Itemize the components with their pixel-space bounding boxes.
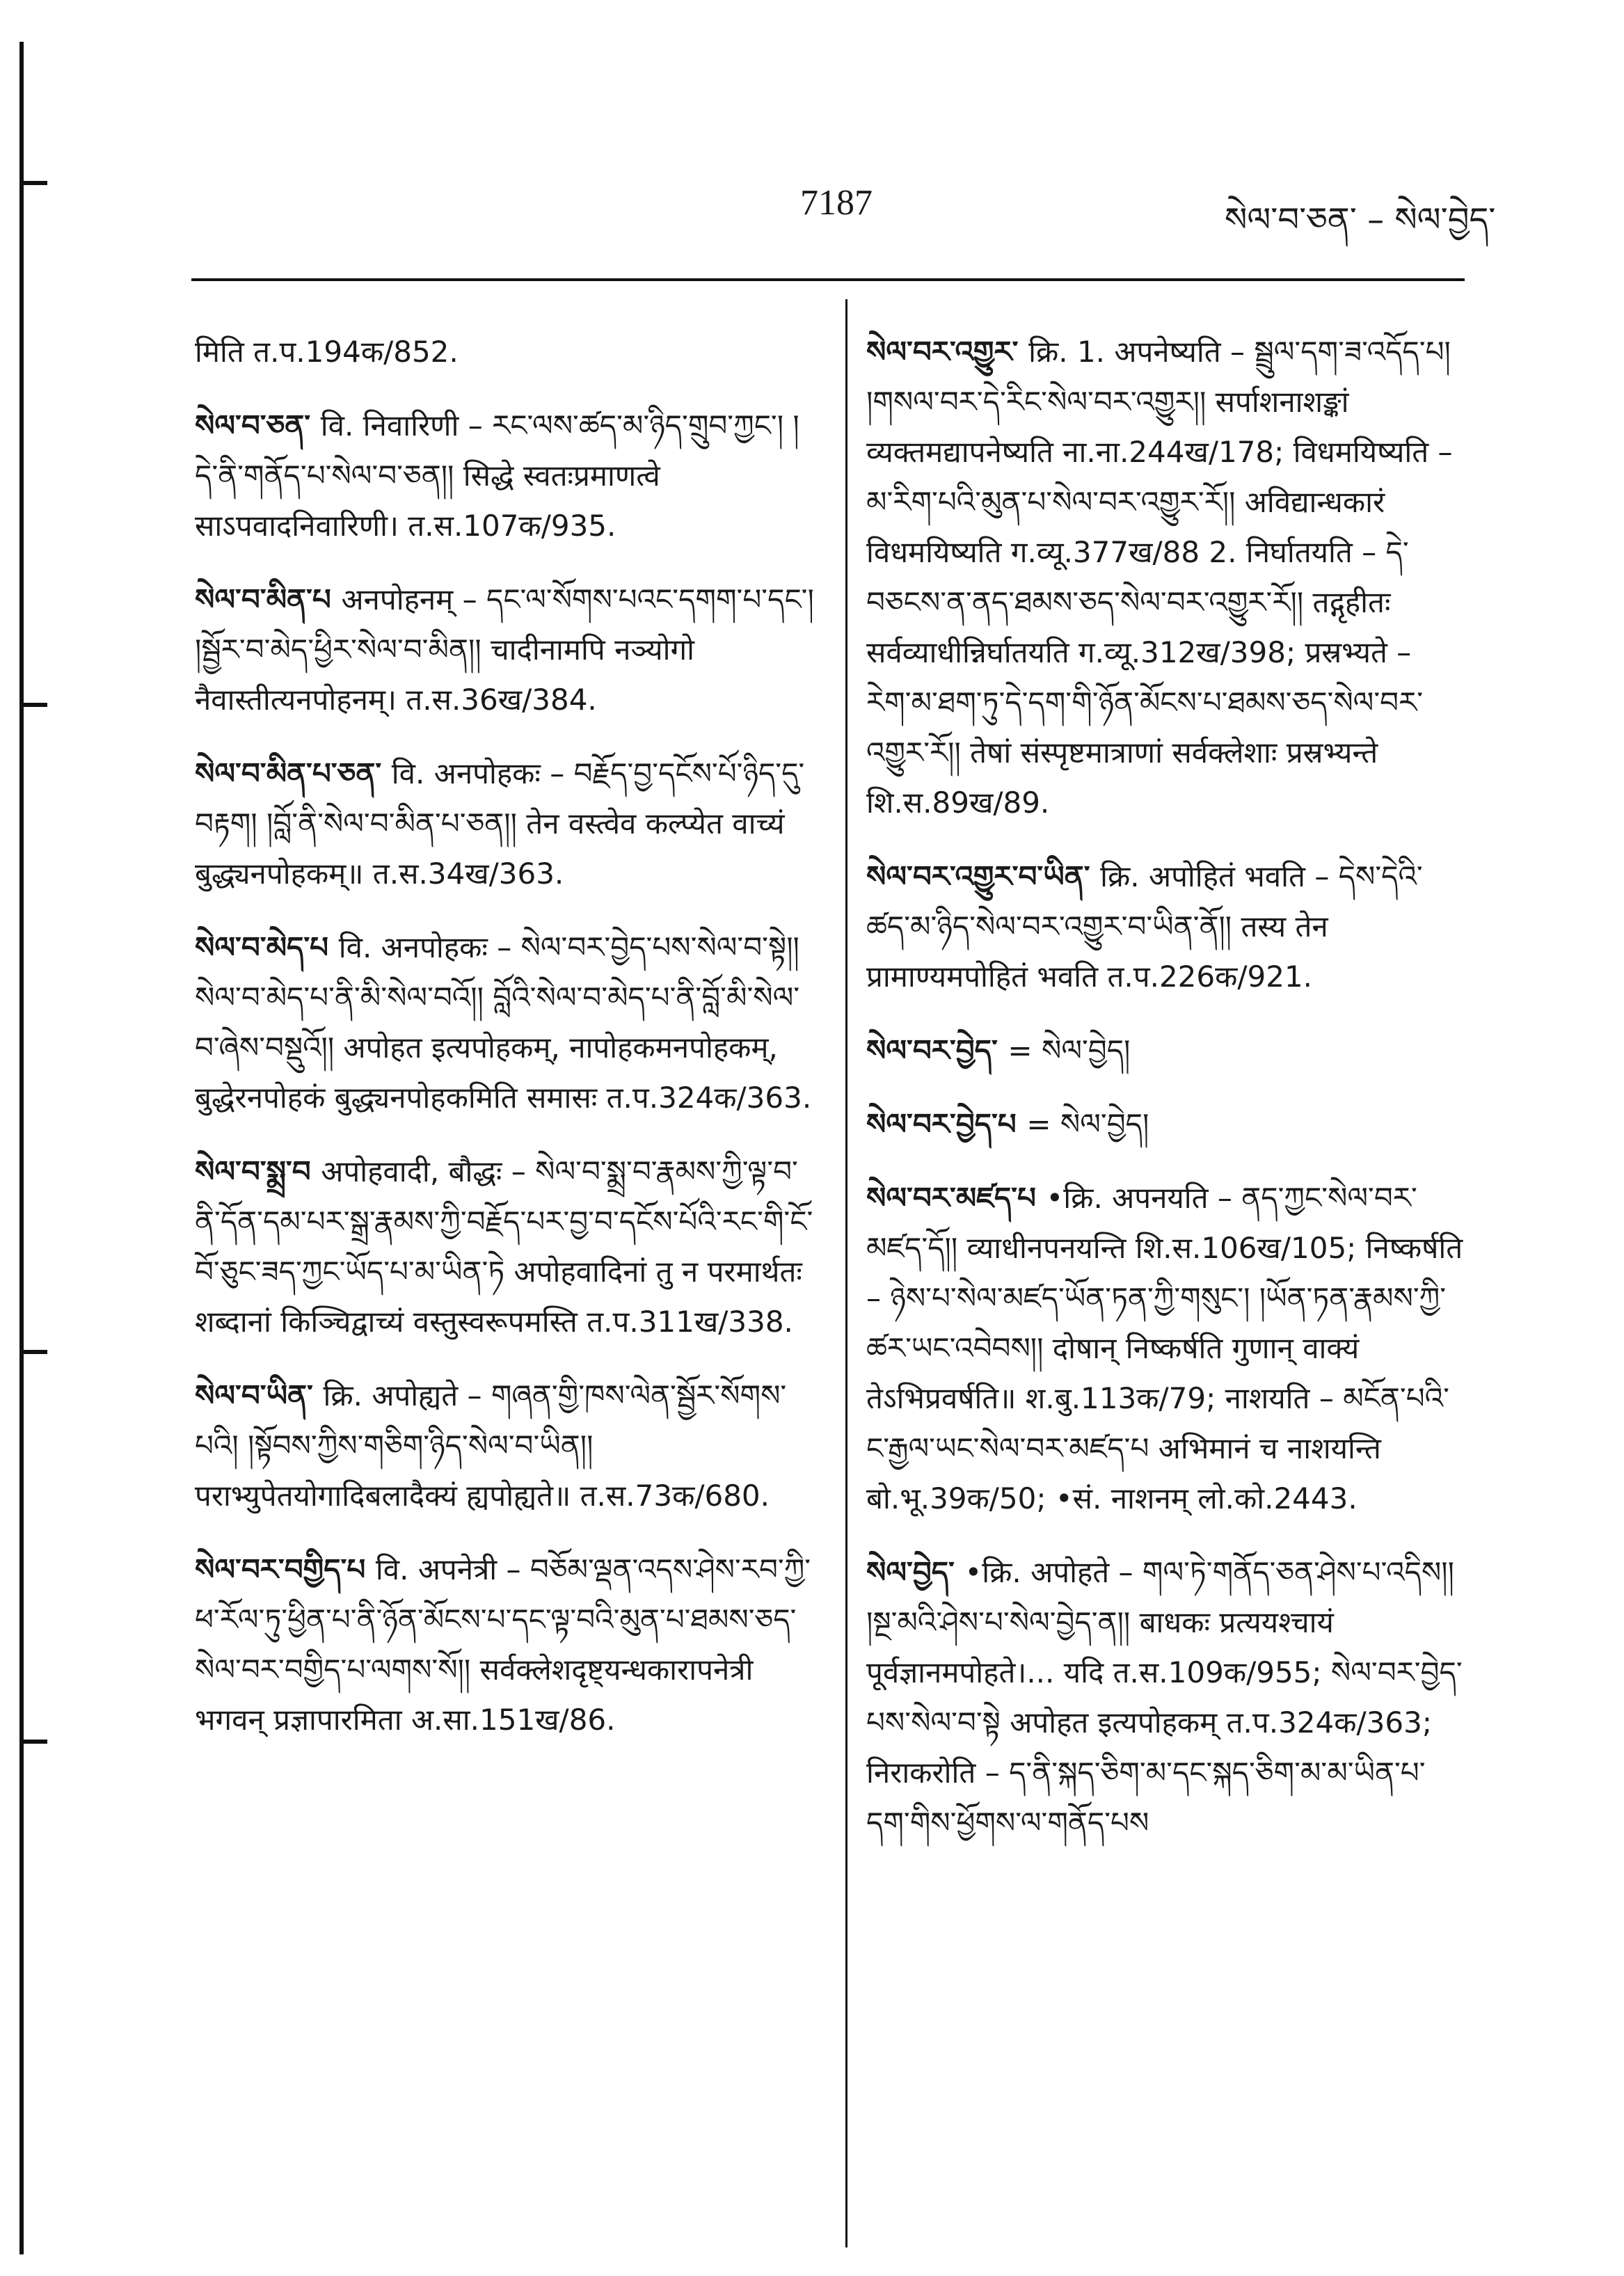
entry-body: अपोहवादी, बौद्धः – སེལ་བ་སྨྲ་བ་རྣམས་ཀྱི་ལྟ་བ་ནི་དོན་དམ་པར་སྒྲ་རྣམས་ཀྱི་བརྗོད་པར་བྱ་བ་དངོས་པོའི་རང་གི་ངོ་བོ་ཅུང་ཟད་ཀྱང་ཡོད་པ་མ་ཡིན་ཏེ अपोहवादिनां तु न परमार्थतः शब्दानां किञ्चिद्वाच्यं वस्तुस्वरूपमस्ति त.प.311ख/338. [195, 1154, 813, 1339]
dictionary-entry [195, 1545, 821, 1745]
continuation-text: मिति त.प.194क/852. [195, 335, 459, 369]
left-column [195, 327, 821, 1769]
right-column [866, 327, 1465, 1872]
entry-body: वि. निवारिणी – རང་ལས་ཚད་མ་ཉིད་གྲུབ་ཀྱང་། །དེ་ནི་གནོད་པ་སེལ་བ་ཅན།། सिद्धे स्वतःप्रमाणत्वे साऽपवादनिवारिणी। त.स.107क/935. [195, 408, 799, 543]
entry-body: = སེལ་བྱེད། [1026, 1107, 1149, 1141]
entry-body: वि. अनपोहकः – སེལ་བར་བྱེད་པས་སེལ་བ་སྟེ།། སེལ་བ་མེད་པ་ནི་མི་སེལ་བའོ།། བློའི་སེལ་བ་མེད་པ་ནི་བློ་མི་སེལ་བ་ཞེས་བསྡུའོ།། अपोहत इत्यपोहकम्, नापोहकमनपोहकम्, बुद्धेरनपोहकं बुद्ध्यनपोहकमिति समासः त.प.324क/363. [195, 930, 812, 1115]
entry-body: अनपोहनम् – དང་ལ་སོགས་པའང་དགག་པ་དང་། །སྦྱོར་བ་མེད་ཕྱིར་སེལ་བ་མིན།། चादीनामपि नञ्योगो नैवास्तीत्यनपोहनम्। त.स.36ख/384. [195, 582, 814, 717]
entry-body: वि. अनपोहकः – བརྗོད་བྱ་དངོས་པོ་ཉིད་དུ་བརྟག། །བློ་ནི་སེལ་བ་མིན་པ་ཅན།། तेन वस्त्वेव कल्प्येत वाच्यं बुद्ध्यनपोहकम्॥ त.स.34ख/363. [195, 756, 805, 891]
dictionary-entry [866, 327, 1465, 828]
entry-body: क्रि. 1. अपनेष्यति – སྦྲུལ་དག་ཟ་འདོད་པ། །གསལ་བར་དེ་རིང་སེལ་བར་འགྱུར།། सर्पाशनाशङ्कां व्यक्तमद्यापनेष्यति ना.ना.244ख/178; विधमयिष्यति – མ་རིག་པའི་མུན་པ་སེལ་བར་འགྱུར་རོ།། अविद्यान्धकारं विधमयिष्यति ग.व्यू.377ख/88 2. निर्घातयति – དེ་བཅངས་ན་ནད་ཐམས་ཅད་སེལ་བར་འགྱུར་རོ།། तद्गृहीतः सर्वव्याधीन्निर्घातयति ग.व्यू.312ख/398; प्रस्रभ्यते – རེག་མ་ཐག་ཏུ་དེ་དག་གི་ཉོན་མོངས་པ་ཐམས་ཅད་སེལ་བར་འགྱུར་རོ།། तेषां संस्पृष्टमात्राणां सर्वक्लेशाः प्रस्रभ्यन्ते शि.स.89ख/89. [866, 335, 1453, 820]
dictionary-entry [866, 1173, 1465, 1524]
entry-body: •क्रि. अपोहते – གལ་ཏེ་གནོད་ཅན་ཤེས་པ་འདིས།། །སྔ་མའི་ཤེས་པ་སེལ་བྱེད་ན།། बाधकः प्रत्ययश्चायं पूर्वज्ञानमपोहते।... यदि त.स.109क/955; སེལ་བར་བྱེད་པས་སེལ་བ་སྟེ अपोहत इत्यपोहकम् त.प.324क/363; निराकरोति – ད་ནི་སྐད་ཅིག་མ་དང་སྐད་ཅིག་མ་མ་ཡིན་པ་དག་གིས་ཕྱོགས་ལ་གནོད་པས [866, 1555, 1463, 1840]
binding-mark [19, 1740, 47, 1744]
entry-body: = སེལ་བྱེད། [1008, 1033, 1131, 1067]
dictionary-entry [195, 749, 821, 899]
dictionary-entry [195, 575, 821, 725]
entry-headword: སེལ་བ་མེད་པ [195, 930, 339, 964]
dictionary-entry [195, 923, 821, 1123]
binding-mark [19, 181, 47, 185]
entry-headword: སེལ་བ་ཡིན་ [195, 1378, 324, 1412]
entry-headword: སེལ་བར་འགྱུར་ [866, 335, 1029, 369]
page-number: 7187 [800, 183, 873, 223]
entry-headword: སེལ་བར་མཛད་པ [866, 1181, 1046, 1215]
entry-body: वि. अपनेत्री – བཅོམ་ལྡན་འདས་ཤེས་རབ་ཀྱི་ཕ་རོལ་ཏུ་ཕྱིན་པ་ནི་ཉོན་མོངས་པ་དང་ལྟ་བའི་མུན་པ་ཐམས་ཅད་སེལ་བར་བགྱིད་པ་ལགས་སོ།། सर्वक्लेशदृष्ट्यन्धकारापनेत्री भगवन् प्रज्ञापारमिता अ.सा.151ख/86. [195, 1552, 811, 1737]
column-divider [845, 299, 847, 2247]
entry-headword: སེལ་བ་སྨྲ་བ [195, 1154, 321, 1188]
binding-mark [19, 703, 47, 707]
entry-headword: སེལ་བར་བྱེད་པ [866, 1107, 1027, 1141]
dictionary-entry [866, 1547, 1465, 1848]
dictionary-entry [195, 401, 821, 551]
running-head: སེལ་བ་ཅན་ – སེལ་བྱེད་ [1225, 200, 1496, 239]
entry-headword: སེལ་བར་བྱེད་ [866, 1033, 1008, 1067]
entry-body: क्रि. अपोहितं भवति – དེས་དེའི་ཚད་མ་ཉིད་སེལ་བར་འགྱུར་བ་ཡིན་ནོ།། तस्य तेन प्रामाण्यमपोहितं भवति त.प.226क/921. [866, 859, 1423, 994]
entry-headword: སེལ་བ་མིན་པ [195, 582, 342, 616]
dictionary-entry [866, 1026, 1465, 1076]
entry-body: क्रि. अपोह्यते – གཞན་གྱི་ཁས་ལེན་སྦྱོར་སོགས་པའི། །སྟོབས་ཀྱིས་གཅིག་ཉིད་སེལ་བ་ཡིན།། पराभ्युपेतयोगादिबलादैक्यं ह्यपोह्यते॥ त.स.73क/680. [195, 1378, 787, 1513]
dictionary-entry [195, 1371, 821, 1521]
binding-mark [19, 1350, 47, 1354]
page-binding-edge [19, 42, 36, 2254]
dictionary-entry [866, 1099, 1465, 1149]
entry-body: •क्रि. अपनयति – ནད་ཀྱང་སེལ་བར་མཛད་དོ།། व्याधीनपनयन्ति शि.स.106ख/105; निष्कर्षति – ཉེས་པ་སེལ་མཛད་ཡོན་ཏན་ཀྱི་གསུང་། །ཡོན་ཏན་རྣམས་ཀྱི་ཚར་ཡང་འབེབས།། दोषान् निष्कर्षति गुणान् वाक्यं तेऽभिप्रवर्षति॥ श.बु.113क/79; नाशयति – མངོན་པའི་ང་རྒྱལ་ཡང་སེལ་བར་མཛད་པ अभिमानं च नाशयन्ति बो.भू.39क/50; •सं. नाशनम् लो.को.2443. [866, 1181, 1463, 1515]
entry-headword: སེལ་བར་བགྱིད་པ [195, 1552, 376, 1586]
entry-headword: སེལ་བ་མིན་པ་ཅན་ [195, 756, 392, 790]
dictionary-entry [195, 1147, 821, 1347]
header-rule [191, 278, 1465, 281]
entry-headword: སེལ་བ་ཅན་ [195, 408, 321, 443]
entry-headword: སེལ་བྱེད་ [866, 1555, 965, 1589]
dictionary-entry [866, 852, 1465, 1002]
entry-headword: སེལ་བར་འགྱུར་བ་ཡིན་ [866, 859, 1101, 893]
